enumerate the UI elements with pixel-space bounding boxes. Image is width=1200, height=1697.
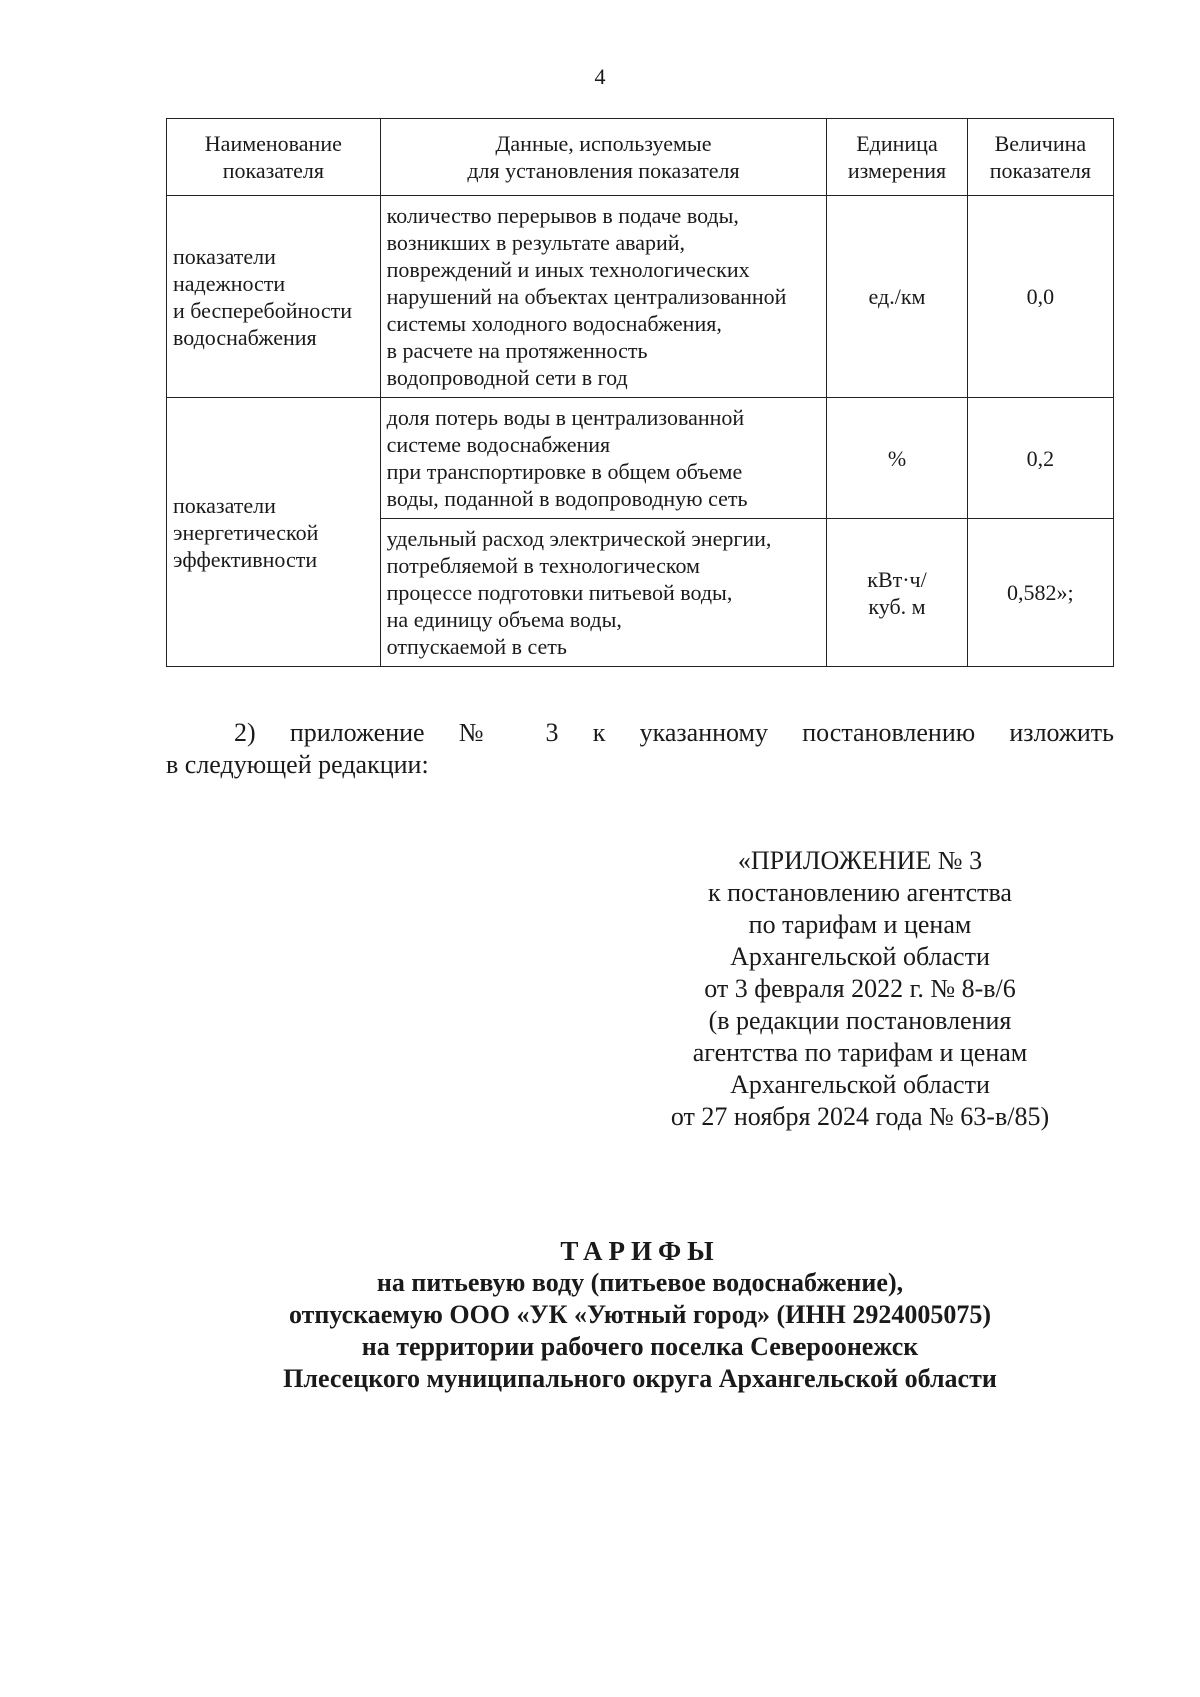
table-row	[167, 398, 1114, 519]
data-line: количество перерывов в подаче воды,	[386, 203, 739, 228]
indicator-name-line: надежности	[173, 270, 286, 296]
indicator-name-cell	[167, 398, 381, 667]
data-line: процессе подготовки питьевой воды,	[386, 580, 733, 605]
value-cell: 0,0	[967, 196, 1113, 398]
data-cell	[380, 519, 827, 667]
unit-line: кВт·ч/	[867, 566, 927, 592]
appendix-line: по тарифам и ценам	[748, 910, 972, 939]
header-name-line: показателя	[222, 158, 324, 183]
header-unit-line: Единица	[856, 131, 938, 156]
appendix-line: к постановлению агентства	[708, 878, 1012, 907]
header-value-line: Величина	[994, 131, 1087, 156]
header-unit-line: измерения	[847, 158, 947, 183]
tariffs-heading: ТАРИФЫ	[560, 1236, 720, 1266]
table-row	[167, 196, 1114, 398]
tariffs-line: на питьевую воду (питьевое водоснабжение),	[376, 1268, 904, 1297]
data-line: при транспортировке в общем объеме	[386, 459, 743, 484]
tariffs-line: на территории рабочего поселка Североонежск	[361, 1332, 919, 1361]
indicator-name-line: и бесперебойности	[173, 297, 352, 323]
amendment-line: 2) приложение № 3 к указанному постановлению изложить	[234, 718, 1114, 747]
page-number: 4	[594, 64, 606, 89]
indicator-name-line: водоснабжения	[173, 324, 317, 350]
value-cell: 0,2	[967, 398, 1113, 519]
header-value-line: показателя	[989, 158, 1091, 183]
unit-cell	[827, 398, 967, 519]
header-value	[967, 119, 1113, 196]
data-line: системы холодного водоснабжения,	[386, 311, 722, 336]
indicator-name-line: показатели	[173, 492, 276, 518]
tariffs-line: отпускаемую ООО «УК «Уютный город» (ИНН 2924005075)	[289, 1300, 991, 1329]
unit-cell	[827, 519, 967, 667]
indicator-name-cell	[167, 196, 381, 398]
data-line: потребляемой в технологическом	[386, 553, 700, 578]
unit-cell	[827, 196, 967, 398]
unit-line: куб. м	[868, 593, 926, 619]
header-data-line: для установления показателя	[467, 158, 740, 183]
data-cell	[380, 398, 827, 519]
indicator-name-line: энергетической	[173, 519, 319, 545]
data-line: на единицу объема воды,	[386, 607, 622, 632]
appendix-line: «ПРИЛОЖЕНИЕ № 3	[737, 846, 983, 875]
amendment-paragraph	[166, 717, 1114, 781]
appendix-heading	[630, 845, 1090, 1133]
appendix-line: от 3 февраля 2022 г. № 8-в/6	[704, 974, 1016, 1003]
data-line: удельный расход электрической энергии,	[386, 526, 772, 551]
appendix-line: Архангельской области	[730, 942, 990, 971]
header-name-line: Наименование	[204, 131, 342, 156]
data-line: нарушений на объектах централизованной	[386, 284, 787, 309]
indicator-name-line: показатели	[173, 243, 276, 269]
value-cell: 0,582»;	[967, 519, 1113, 667]
header-name	[167, 119, 381, 196]
data-line: отпускаемой в сеть	[386, 634, 567, 659]
unit-line: ед./км	[868, 284, 926, 309]
table-header-row	[167, 119, 1114, 196]
data-line: в расчете на протяженность	[386, 338, 648, 363]
appendix-line: агентства по тарифам и ценам	[692, 1038, 1028, 1067]
data-line: системе водоснабжения	[386, 432, 611, 457]
data-line: доля потерь воды в централизованной	[386, 405, 745, 430]
data-line: водопроводной сети в год	[386, 365, 628, 390]
header-unit	[827, 119, 967, 196]
appendix-line: от 27 ноября 2024 года № 63-в/85)	[670, 1102, 1050, 1131]
unit-line: %	[887, 445, 907, 471]
tariffs-title	[150, 1235, 1130, 1395]
data-line: повреждений и иных технологических	[386, 257, 750, 282]
indicator-name-line: эффективности	[173, 546, 318, 572]
header-data-line: Данные, используемые	[495, 131, 712, 156]
appendix-line: Архангельской области	[730, 1070, 990, 1099]
data-line: возникших в результате аварий,	[386, 230, 686, 255]
tariffs-line: Плесецкого муниципального округа Архангельской области	[283, 1364, 997, 1393]
amendment-line: в следующей редакции:	[166, 750, 429, 779]
header-data	[380, 119, 827, 196]
data-cell	[380, 196, 827, 398]
indicators-table	[166, 118, 1114, 667]
appendix-line: (в редакции постановления	[708, 1006, 1012, 1035]
data-line: воды, поданной в водопроводную сеть	[386, 486, 748, 511]
